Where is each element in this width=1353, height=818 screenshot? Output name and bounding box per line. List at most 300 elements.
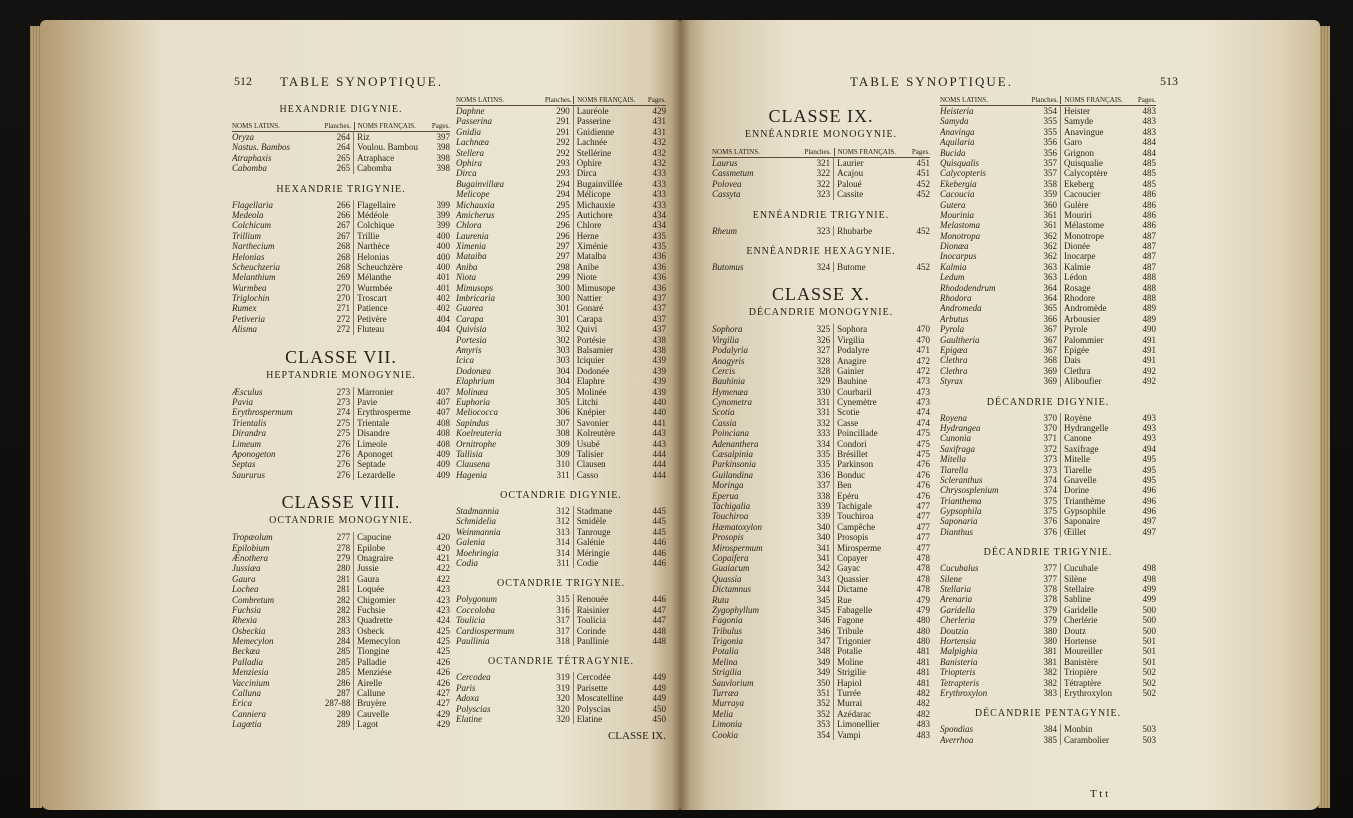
french-name: Quivi — [573, 324, 642, 334]
latin-name: Stadmannia — [456, 506, 500, 517]
table-row — [456, 241, 666, 251]
latin-name: Alisma — [232, 324, 258, 335]
french-name: Lachnée — [573, 137, 642, 147]
page-number: 483 — [1142, 126, 1157, 137]
plate-number: 354 — [816, 729, 831, 740]
latin-name: Æsculus — [232, 386, 263, 397]
table-row — [940, 735, 1156, 745]
latin-name: Moehringia — [456, 547, 499, 558]
latin-name: Tropæolum — [232, 532, 273, 543]
table-row — [456, 714, 666, 724]
plate-number: 269 — [336, 272, 351, 283]
plate-number: 363 — [1043, 272, 1058, 283]
french-name: Lauréole — [573, 106, 642, 116]
french-name: Murrai — [833, 698, 905, 708]
table-row — [232, 153, 450, 163]
page-number: 431 — [652, 126, 667, 137]
page-number: 398 — [436, 152, 450, 163]
plate-number: 291 — [556, 116, 570, 127]
latin-name: Aquilaria — [940, 137, 975, 148]
french-name: Garo — [1060, 137, 1131, 147]
page-number: 445 — [652, 516, 667, 527]
latin-name: Molinæa — [456, 386, 489, 397]
latin-name: Turræa — [712, 688, 739, 699]
page-number: 408 — [436, 417, 450, 428]
page-number: 407 — [436, 407, 450, 418]
latin-name: Gaura — [232, 573, 256, 584]
page-number: 450 — [652, 713, 667, 724]
page-number: 483 — [1142, 116, 1157, 127]
page-number: 487 — [1142, 241, 1157, 252]
plate-number: 327 — [816, 345, 831, 356]
french-name: Bonduc — [833, 470, 905, 480]
table-row — [456, 537, 666, 547]
plate-number: 365 — [1043, 303, 1058, 314]
french-name: Wurmbée — [353, 283, 425, 293]
plate-number: 275 — [336, 417, 351, 428]
latin-name: Adenanthera — [712, 438, 759, 449]
latin-name: Oryza — [232, 132, 254, 142]
latin-name: Saururus — [232, 469, 266, 480]
french-name: Mitelle — [1060, 454, 1131, 464]
page-number: 494 — [1142, 443, 1157, 454]
french-name: Carambolier — [1060, 735, 1131, 745]
latin-name: Meliococca — [456, 407, 498, 418]
page-number: 499 — [1142, 594, 1157, 605]
latin-name: Atraphaxis — [232, 152, 272, 163]
table-row — [940, 527, 1156, 537]
header-pages: Pages. — [431, 122, 450, 130]
plate-number: 349 — [816, 656, 831, 667]
page-number: 496 — [1142, 506, 1157, 517]
table-row — [940, 231, 1156, 241]
table-row — [456, 293, 666, 303]
page-number: 435 — [652, 230, 667, 241]
plate-number: 359 — [1043, 189, 1058, 200]
page-number: 423 — [436, 604, 450, 615]
catchword: CLASSE IX. — [607, 730, 666, 743]
table-row — [712, 532, 930, 542]
plate-number: 268 — [336, 251, 351, 262]
french-name: Strigilie — [833, 667, 905, 677]
section-heading: OCTANDRIE TRIGYNIE. — [496, 578, 625, 590]
latin-name: Rumex — [232, 303, 257, 314]
plate-number: 276 — [336, 469, 351, 480]
plate-number: 376 — [1043, 526, 1058, 537]
french-name: Galénie — [573, 537, 642, 547]
page-number: 436 — [652, 251, 667, 262]
plate-number: 289 — [336, 719, 351, 730]
plate-number: 287 — [336, 688, 351, 699]
header-pages: Pages. — [911, 148, 930, 156]
page-number: 487 — [1142, 251, 1157, 262]
plate-number: 352 — [816, 698, 831, 709]
plate-number: 381 — [1043, 646, 1058, 657]
plate-number: 305 — [556, 396, 570, 407]
plate-number: 368 — [1043, 355, 1058, 366]
latin-name: Melastoma — [940, 220, 980, 231]
left-page-number: 512 — [234, 74, 252, 88]
latin-name: Zygophyllum — [712, 604, 759, 615]
latin-name: Osbeckia — [232, 625, 266, 636]
plate-number: 305 — [556, 386, 570, 397]
french-name: Monbin — [1060, 724, 1131, 734]
plate-number: 264 — [336, 132, 351, 142]
plate-number: 311 — [556, 558, 570, 569]
table-row — [232, 615, 450, 625]
plate-number: 350 — [816, 677, 831, 688]
page-number: 447 — [652, 615, 667, 626]
latin-name: Scheuchzeria — [232, 261, 280, 272]
plate-number: 355 — [1043, 126, 1058, 137]
plate-number: 341 — [816, 542, 831, 553]
header-latin: NOMS LATINS. — [940, 96, 988, 104]
latin-name: Clethra — [940, 365, 968, 376]
table-row — [712, 418, 930, 428]
page-number: 490 — [1142, 324, 1157, 335]
french-name: Gulère — [1060, 200, 1131, 210]
table-row — [712, 262, 930, 272]
french-name: Dictame — [833, 584, 905, 594]
french-name: Potalie — [833, 646, 905, 656]
plate-number: 378 — [1043, 594, 1058, 605]
french-name: Azédarac — [833, 709, 905, 719]
table-row — [456, 470, 666, 480]
page-number: 485 — [1142, 157, 1157, 168]
page-number: 475 — [916, 438, 930, 449]
table-row — [940, 179, 1156, 189]
page-number: 404 — [436, 313, 450, 324]
table-row — [712, 698, 930, 708]
header-french: NOMS FRANÇAIS. — [573, 96, 642, 104]
table-row — [940, 220, 1156, 230]
table-row — [456, 459, 666, 469]
french-name: Codie — [573, 558, 642, 568]
french-name: Virgilia — [833, 335, 905, 345]
plate-number: 300 — [556, 293, 570, 304]
page-number: 400 — [436, 261, 450, 272]
french-name: Cynemètre — [833, 397, 905, 407]
latin-name: Spondias — [940, 724, 974, 735]
french-name: Tanrouge — [573, 527, 642, 537]
header-pages: Pages. — [1137, 96, 1156, 104]
table-row — [940, 657, 1156, 667]
table-row — [712, 397, 930, 407]
french-name: Condori — [833, 439, 905, 449]
table-row — [232, 605, 450, 615]
page-number: 402 — [436, 303, 450, 314]
latin-name: Quivisia — [456, 324, 487, 335]
latin-name: Kalmia — [940, 261, 967, 272]
latin-name: Rhododendrum — [940, 282, 996, 293]
class-heading: CLASSE VIII. — [281, 492, 401, 513]
latin-name: Petiveria — [232, 313, 265, 324]
plate-number: 384 — [1043, 724, 1058, 735]
plate-number: 291 — [556, 126, 570, 137]
plate-number: 380 — [1043, 635, 1058, 646]
table-row — [940, 605, 1156, 615]
plate-number: 352 — [816, 708, 831, 719]
latin-name: Palladia — [232, 656, 263, 667]
plate-number: 273 — [336, 386, 351, 397]
plate-number: 324 — [816, 261, 831, 272]
page-number: 477 — [916, 532, 930, 543]
table-row — [712, 667, 930, 677]
french-name: Rhubarbe — [833, 226, 905, 236]
page-number: 481 — [916, 646, 930, 657]
french-name: Fluteau — [353, 324, 425, 334]
table-row — [940, 594, 1156, 604]
latin-name: Doutzia — [940, 625, 969, 636]
table-row — [940, 200, 1156, 210]
latin-name: Hydrangea — [940, 422, 981, 433]
latin-name: Arenaria — [940, 594, 973, 605]
section-heading: HEXANDRIE TRIGYNIE. — [276, 183, 406, 195]
latin-name: Scotia — [712, 407, 735, 418]
table-row — [712, 324, 930, 334]
plate-number: 314 — [556, 537, 570, 548]
french-name: Ben — [833, 480, 905, 490]
page-number: 491 — [1142, 334, 1157, 345]
latin-name: Samyda — [940, 116, 969, 127]
page-number: 452 — [916, 225, 930, 236]
latin-name: Mirospermum — [712, 542, 763, 553]
page-number: 437 — [652, 293, 667, 304]
plate-number: 371 — [1043, 433, 1058, 444]
french-name: Gaura — [353, 574, 425, 584]
french-name: Trientale — [353, 418, 425, 428]
latin-name: Jussiæa — [232, 563, 261, 574]
table-row — [940, 241, 1156, 251]
latin-name: Triglochin — [232, 293, 270, 304]
french-name: Quassier — [833, 574, 905, 584]
table-row — [940, 251, 1156, 261]
table-row — [232, 428, 450, 438]
latin-name: Garidella — [940, 604, 975, 615]
latin-name: Sapindus — [456, 417, 490, 428]
french-name: Tachigale — [833, 501, 905, 511]
french-name: Limonellier — [833, 719, 905, 729]
table-row — [456, 168, 666, 178]
latin-name: Amyris — [456, 344, 482, 355]
page-number: 473 — [916, 397, 930, 408]
latin-name: Clethra — [940, 355, 968, 366]
plate-number: 357 — [1043, 168, 1058, 179]
page-number: 432 — [652, 137, 667, 148]
plate-number: 382 — [1043, 667, 1058, 678]
french-name: Narthèce — [353, 241, 425, 251]
gutter-shadow — [672, 20, 690, 810]
french-name: Kalmie — [1060, 262, 1131, 272]
table-row — [712, 646, 930, 656]
plate-number: 314 — [556, 547, 570, 558]
plate-number: 297 — [556, 251, 570, 262]
table-row — [456, 303, 666, 313]
page-number: 423 — [436, 584, 450, 595]
plate-number: 276 — [336, 438, 351, 449]
plate-number: 343 — [816, 573, 831, 584]
table-row — [712, 168, 930, 178]
latin-name: Toulicia — [456, 615, 486, 626]
latin-name: Septas — [232, 459, 256, 470]
latin-name: Cacoucia — [940, 189, 975, 200]
latin-name: Tachigalia — [712, 500, 751, 511]
latin-name: Guaiacum — [712, 563, 750, 574]
table-row — [456, 397, 666, 407]
page-number: 472 — [916, 365, 930, 376]
table-row — [940, 272, 1156, 282]
plate-number: 301 — [556, 303, 570, 314]
latin-name: Portesia — [456, 334, 487, 345]
table-row — [456, 272, 666, 282]
table-row — [940, 345, 1156, 355]
french-name: Michauxie — [573, 200, 642, 210]
table-row — [232, 210, 450, 220]
table-row — [232, 449, 450, 459]
plate-number: 319 — [556, 682, 570, 693]
latin-name: Bugainvillæa — [456, 178, 504, 189]
page-number: 478 — [916, 552, 930, 563]
table-row — [456, 200, 666, 210]
table-row — [940, 106, 1156, 116]
page-number: 501 — [1142, 656, 1157, 667]
table-row — [712, 387, 930, 397]
page-number: 482 — [916, 698, 930, 709]
page-number: 493 — [1142, 422, 1157, 433]
header-plates: Planches. — [1031, 96, 1059, 104]
plate-number: 316 — [556, 604, 570, 615]
plate-number: 267 — [336, 230, 351, 241]
plate-number: 364 — [1043, 282, 1058, 293]
plate-number: 342 — [816, 563, 831, 574]
page-number: 433 — [652, 178, 667, 189]
latin-name: Murraya — [712, 698, 744, 709]
latin-name: Styrax — [940, 376, 963, 387]
signature-mark: T t t — [1090, 788, 1109, 800]
plate-number: 309 — [556, 438, 570, 449]
page-number: 496 — [1142, 485, 1157, 496]
latin-name: Calluna — [232, 688, 262, 699]
latin-name: Cucubalus — [940, 563, 979, 574]
plate-number: 335 — [816, 449, 831, 460]
table-row — [712, 376, 930, 386]
plate-number: 268 — [336, 261, 351, 272]
table-row — [232, 314, 450, 324]
page-number: 498 — [1142, 573, 1157, 584]
plate-number: 377 — [1043, 563, 1058, 574]
table-row — [940, 314, 1156, 324]
page-number: 470 — [916, 324, 930, 335]
table-row — [456, 407, 666, 417]
plate-number: 266 — [336, 209, 351, 220]
french-name: Pyrole — [1060, 324, 1131, 334]
plate-number: 293 — [556, 157, 570, 168]
table-row — [940, 516, 1156, 526]
table-header — [232, 120, 450, 132]
latin-name: Wurmbea — [232, 282, 267, 293]
latin-name: Gaultheria — [940, 334, 980, 345]
table-row — [456, 615, 666, 625]
latin-name: Stellera — [456, 147, 484, 158]
table-row — [232, 132, 450, 142]
plate-number: 298 — [556, 261, 570, 272]
table-row — [232, 387, 450, 397]
french-name: Callune — [353, 688, 425, 698]
page-number: 491 — [1142, 344, 1157, 355]
french-name: Saponaire — [1060, 516, 1131, 526]
french-name: Jussie — [353, 563, 425, 573]
page-number: 476 — [916, 459, 930, 470]
page-number: 478 — [916, 584, 930, 595]
table-row — [940, 148, 1156, 158]
table-row — [232, 709, 450, 719]
table-row — [940, 283, 1156, 293]
plate-number: 296 — [556, 220, 570, 231]
plate-number: 379 — [1043, 615, 1058, 626]
page-number: 498 — [1142, 563, 1157, 574]
left-column-1 — [232, 94, 450, 730]
table-row — [232, 231, 450, 241]
table-row — [456, 594, 666, 604]
plate-number: 330 — [816, 386, 831, 397]
plate-number: 282 — [336, 604, 351, 615]
page-number: 408 — [436, 428, 450, 439]
french-name: Mimusope — [573, 283, 642, 293]
latin-name: Imbricaria — [456, 293, 495, 304]
page-number: 452 — [916, 189, 930, 200]
page-number: 492 — [1142, 365, 1157, 376]
french-name: Onagraire — [353, 553, 425, 563]
table-row — [232, 595, 450, 605]
latin-name: Adoxa — [456, 693, 479, 704]
page-number: 436 — [652, 261, 667, 272]
plate-number: 268 — [336, 241, 351, 252]
page-number: 426 — [436, 677, 450, 688]
plate-number: 306 — [556, 407, 570, 418]
plate-number: 321 — [816, 158, 831, 168]
latin-name: Ruta — [712, 594, 729, 605]
plate-number: 285 — [336, 667, 351, 678]
page-number: 440 — [652, 407, 667, 418]
latin-name: Potalia — [712, 646, 739, 657]
page-number: 425 — [436, 625, 450, 636]
order-heading: HEPTANDRIE MONOGYNIE. — [266, 369, 416, 381]
latin-name: Cercis — [712, 365, 736, 376]
french-name: Knépier — [573, 407, 642, 417]
table-row — [940, 413, 1156, 423]
table-row — [712, 335, 930, 345]
page-number: 433 — [652, 168, 667, 179]
latin-name: Tallisia — [456, 448, 483, 459]
plate-number: 362 — [1043, 241, 1058, 252]
french-name: Erythrosperme — [353, 407, 425, 417]
french-name: Riz — [353, 132, 425, 142]
french-name: Erythroxylon — [1060, 688, 1131, 698]
page-number: 483 — [916, 719, 930, 730]
table-row — [456, 355, 666, 365]
plate-number: 357 — [1043, 157, 1058, 168]
page-number: 484 — [1142, 147, 1157, 158]
plate-number: 377 — [1043, 573, 1058, 584]
latin-name: Limonia — [712, 719, 743, 730]
french-name: Hortense — [1060, 636, 1131, 646]
french-name: Ophire — [573, 158, 642, 168]
french-name: Doutz — [1060, 626, 1131, 636]
table-row — [712, 158, 930, 168]
plate-number: 309 — [556, 448, 570, 459]
table-row — [456, 418, 666, 428]
plate-number: 304 — [556, 376, 570, 387]
